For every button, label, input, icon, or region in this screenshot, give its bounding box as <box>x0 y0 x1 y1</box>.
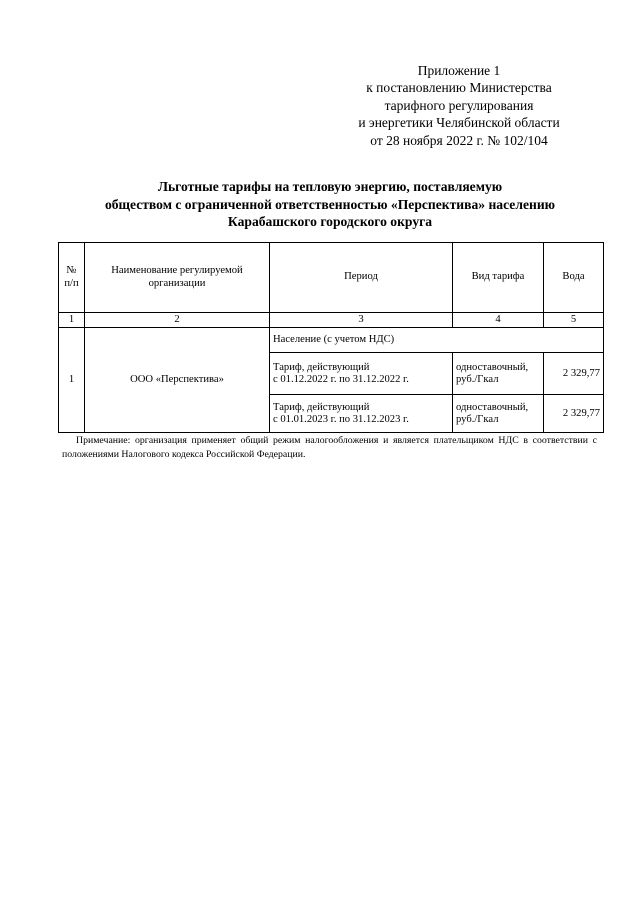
row-num: 1 <box>59 328 85 433</box>
approval-block <box>340 62 578 149</box>
approval-line-appendix: Приложение 1 <box>417 63 501 78</box>
table-header-row <box>59 243 604 313</box>
period-cell <box>270 395 453 433</box>
document-title <box>40 178 620 231</box>
col-number-5: 5 <box>544 313 604 328</box>
tariff-type-unit: руб./Гкал <box>456 413 499 425</box>
approval-line-date: от 28 ноября 2022 г. № 102/104 <box>370 132 548 148</box>
period-dates: с 01.12.2022 г. по 31.12.2022 г. <box>273 373 409 385</box>
title-line-1: Льготные тарифы на тепловую энергию, поставляемую <box>157 179 503 194</box>
title-line-3: Карабашского городского округа <box>227 214 433 230</box>
tariff-type-cell <box>453 353 544 395</box>
tariff-type-name: одноставочный, <box>456 361 529 373</box>
header-org: Наименование регулируемой организации <box>85 243 270 313</box>
approval-line-region: и энергетики Челябинской области <box>358 115 560 131</box>
col-number-3: 3 <box>270 313 453 328</box>
period-label: Тариф, действующий <box>273 401 370 413</box>
footnote-text: Примечание: организация применяет общий режим налогообложения и является плательщиком НДС в соответствии с положениями Налогового кодекса Российской Федерации. <box>62 435 597 461</box>
tariff-table <box>58 242 604 433</box>
water-value: 2 329,77 <box>544 353 604 395</box>
approval-line-resolution: к постановлению Министерства <box>366 80 552 96</box>
period-label: Тариф, действующий <box>273 361 370 373</box>
title-line-2: обществом с ограниченной ответственностью «Перспектива» населению <box>104 196 556 212</box>
tariff-type-name: одноставочный, <box>456 401 529 413</box>
row-group-label: Население (с учетом НДС) <box>270 328 604 353</box>
tariff-type-cell <box>453 395 544 433</box>
col-number-1: 1 <box>59 313 85 328</box>
header-num-abbr: п/п <box>64 277 79 289</box>
col-number-4: 4 <box>453 313 544 328</box>
col-number-2: 2 <box>85 313 270 328</box>
tariff-type-unit: руб./Гкал <box>456 373 499 385</box>
header-period: Период <box>270 243 453 313</box>
header-water: Вода <box>544 243 604 313</box>
water-value: 2 329,77 <box>544 395 604 433</box>
footnote <box>62 434 597 463</box>
header-tariff-type: Вид тарифа <box>453 243 544 313</box>
period-dates: с 01.01.2023 г. по 31.12.2023 г. <box>273 413 409 425</box>
period-cell <box>270 353 453 395</box>
header-num-symbol: № <box>66 265 77 277</box>
column-number-row <box>59 313 604 328</box>
table-row <box>59 328 604 353</box>
header-num <box>59 243 85 313</box>
row-org-name: ООО «Перспектива» <box>85 328 270 433</box>
approval-line-ministry: тарифного регулирования <box>384 97 534 113</box>
